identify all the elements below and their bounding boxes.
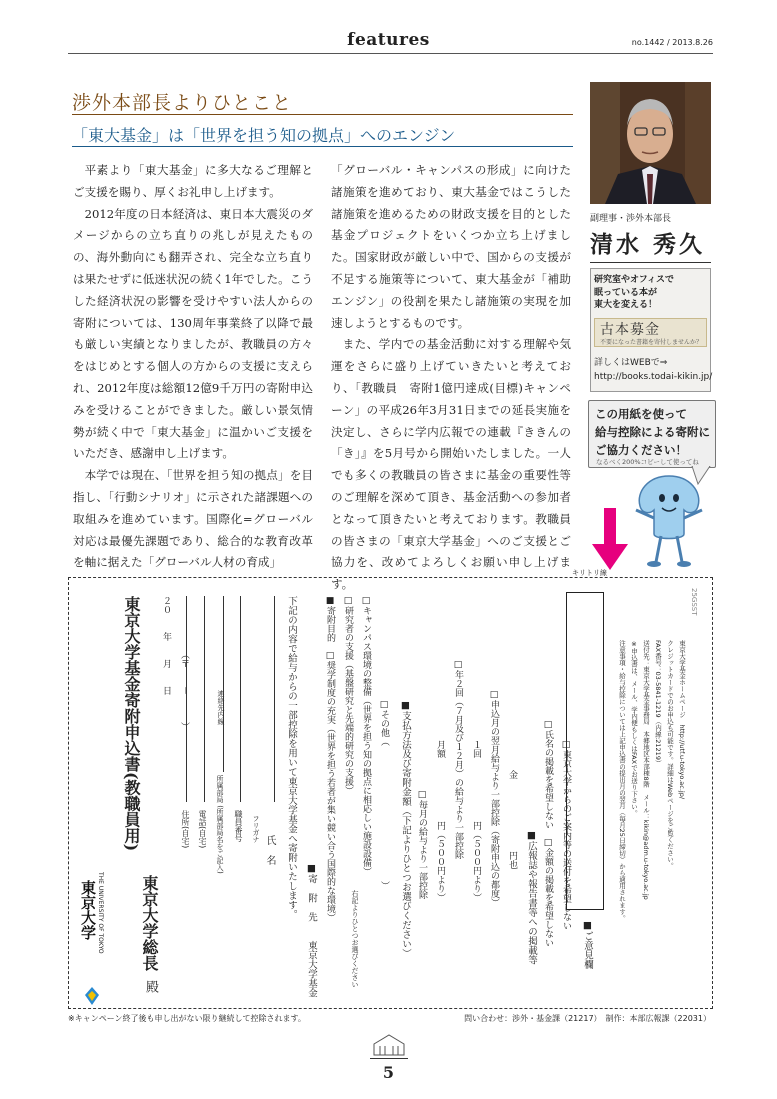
name-label: 氏 名 bbox=[264, 835, 275, 865]
building-icon bbox=[372, 1032, 406, 1056]
once-amount[interactable]: 金 円也 bbox=[507, 770, 517, 869]
form-intro: 下記の内容で給与からの一部控除を用いて東京大学基金へ寄附いたします。 bbox=[286, 596, 297, 919]
ad-banner-title: 古本募金 bbox=[600, 322, 660, 338]
purpose-option-1[interactable]: ■寄附目的 □奨学制度の充実（世界を担う若者が集い競い合う国際的な環境） bbox=[325, 596, 335, 922]
furigana-label: フリガナ bbox=[252, 815, 260, 843]
profile-caption: 副理事・渉外本部長 bbox=[590, 214, 672, 224]
address-label: 住所(自宅) bbox=[181, 810, 190, 849]
form-university-logo: 東京大学 bbox=[79, 880, 97, 940]
ad-url-link[interactable]: http://books.todai-kikin.jp/ bbox=[594, 372, 713, 382]
form-honorific: 殿 bbox=[143, 980, 158, 993]
note-line-6: 東京大学基金ホームページ http://utf.u-tokyo.ac.jp/ bbox=[678, 640, 686, 800]
issue-info: no.1442 / 2013.8.26 bbox=[631, 38, 713, 47]
report-options[interactable]: □氏名の掲載を希望しない □金額の掲載を希望しない bbox=[543, 720, 553, 947]
donation-destination: ■寄 附 先 東京大学基金 bbox=[306, 863, 317, 998]
staff-no-line[interactable] bbox=[240, 596, 241, 802]
report-label: ■広報誌や報告書等への掲載等 bbox=[526, 830, 537, 965]
note-line-4: FAX番号：03-5841-1219（内線:21219） bbox=[654, 640, 662, 767]
monthly-amount[interactable]: 月額 円（５００円より） bbox=[435, 740, 445, 902]
section-header: features bbox=[347, 30, 430, 50]
ad-banner-subtitle: 不要になった書籍を寄付しませんか？ bbox=[600, 339, 703, 346]
page-number: 5 bbox=[382, 1063, 395, 1082]
form-title: 東京大学基金寄附申込書(教職員用) bbox=[122, 596, 141, 852]
comment-label: ■ご意見欄 bbox=[582, 920, 593, 969]
ad-headline: 研究室やオフィスで 眠っている本が 東大を変える！ bbox=[594, 275, 675, 310]
note-line-3: 送付先：東京大学基金事務局 本郷地区本部棟8階 メール：kikin@adm.u-tokyo.ac.jp bbox=[642, 640, 650, 900]
address-line[interactable] bbox=[186, 596, 187, 802]
payment-method-label: ■支払方法及び寄附金額（下記よりひとつお選びください） bbox=[400, 700, 411, 958]
purpose-note: 右記よりひとつお選びください bbox=[351, 890, 359, 988]
bubble-message: この用紙を使って 給与控除による寄附に ご協力ください！ bbox=[595, 407, 710, 457]
form-bottom-note: ※キャンペーン終了後も申し出がない限り継続して控除されます。 bbox=[68, 1014, 306, 1023]
purpose-option-2[interactable]: □研究者の支援（基盤研究と先端的研究の支援） bbox=[343, 596, 353, 795]
twice-amount[interactable]: １回 円（５００円より） bbox=[471, 740, 481, 902]
paragraph: 平素より「東大基金」に多大なるご理解とご支援を賜り、厚くお礼申し上げます。 bbox=[73, 163, 313, 199]
portrait-photo bbox=[590, 82, 711, 204]
paragraph: 本学では現在、「世界を担う知の拠点」を目指し、「行動シナリオ」に示された諸課題への取組みを進めています。国際化=グローバル対応は最優先課題であり、総合的な教育改革を軸に据えた「グローバル人材の育成」 bbox=[73, 468, 313, 570]
arrow-down-icon bbox=[592, 508, 628, 572]
method-option-twice[interactable]: □年２回（７月及び１２月）の給与より一部控除 bbox=[453, 660, 463, 859]
section-title: 渉外本部長よりひとこと bbox=[72, 92, 293, 114]
profile-name: 清水 秀久 bbox=[590, 232, 706, 258]
purpose-option-3[interactable]: □キャンパス環境の整備（世界を担う知の拠点に相応しい施設設備） bbox=[361, 596, 371, 876]
mail-option[interactable]: □東京大学からのご案内等の送付を希望しない bbox=[561, 740, 571, 930]
tel-line[interactable] bbox=[204, 596, 205, 802]
article-column-1 bbox=[73, 160, 313, 574]
bubble-note: なるべく200%コピーして使ってね bbox=[596, 458, 699, 466]
subtitle-rule bbox=[72, 146, 573, 147]
article-subtitle: 「東大基金」は「世界を担う知の拠点」へのエンジン bbox=[72, 126, 456, 145]
cut-line-label: キリトリ線 bbox=[572, 569, 607, 577]
utokyo-logo-icon bbox=[79, 985, 105, 1007]
note-line-5: クレジットカードでのお申込も可能です。詳細はWebページをご覧ください。 bbox=[666, 640, 674, 869]
section-rule bbox=[72, 114, 573, 115]
form-university-en: THE UNIVERSITY OF TOKYO bbox=[97, 872, 104, 954]
mascot-icon bbox=[628, 470, 710, 570]
comment-box[interactable] bbox=[566, 592, 604, 910]
paragraph: 「グローバル・キャンパスの形成」に向けた諸施策を進めており、東大基金ではこうした諸施策を進めるための財政支援を目的とした基金プロジェクトをいくつか立ち上げました。国家財政が厳しい中で、国からの支援が不足する施策等について、東大基金が「補助エンジン」の役割を果たし諸施策の実現を加速しようとするものです。 bbox=[331, 163, 571, 330]
form-addressee: 東京大学総長 bbox=[140, 875, 159, 971]
name-line[interactable] bbox=[274, 596, 275, 802]
method-option-once[interactable]: □申込月の翌月給与より一部控除（寄附申込の都度） bbox=[489, 690, 499, 907]
ad-web-text: 詳しくはWEBで⇒ bbox=[594, 358, 668, 368]
method-option-monthly[interactable]: □毎月の給与より一部控除 bbox=[417, 790, 427, 899]
tel-label: 電話(自宅) bbox=[198, 810, 207, 849]
article-column-2 bbox=[331, 160, 571, 596]
dept-line[interactable] bbox=[223, 596, 224, 772]
form-postal[interactable]: （〒 － ） bbox=[179, 650, 189, 732]
contact-info: 問い合わせ：渉外・基金課（21217） 制作：本部広報課（22031） bbox=[464, 1014, 711, 1023]
form-date: ２０ 年 月 日 bbox=[161, 596, 171, 695]
header-rule bbox=[68, 53, 713, 54]
note-line-2: ※申込書は、メール、学内便もしくはFAXでお送り下さい。 bbox=[630, 640, 638, 817]
profile-rule bbox=[590, 262, 711, 263]
note-line-1: 注意事項・給与控除については上記申込書の提出月の翌月（毎月25日締切）から適用されます。 bbox=[618, 640, 626, 922]
purpose-option-other[interactable]: □その他（ ） bbox=[379, 700, 389, 890]
extension-label: 連絡先内線 bbox=[217, 690, 225, 725]
page-number-rule bbox=[370, 1058, 408, 1059]
form-code: 25GSST bbox=[690, 588, 698, 616]
dept-label: 所属部局 (所属部局名をご記入) bbox=[216, 775, 224, 874]
paragraph: 2012年度の日本経済は、東日本大震災のダメージからの立ち直りの兆しが見えたものの、海外動向にも翻弄され、完全な立ち直りは果たせずに低迷状況の続く1年でした。こうした経済状況の影響を受けやすい法人からの寄附については、130周年事業終了以降で最も厳しい実績となりましたが、教職員の方々をはじめとする個人の方からの支援に支えられ、2012年度は総額12億9千万円の寄附申込みを受けることができました。厳しい景気情勢が続く中で「東大基金」に温かいご支援をいただき、感謝申し上げます。 bbox=[73, 206, 313, 461]
staff-no-label: 職員番号 bbox=[234, 810, 243, 842]
paragraph: また、学内での基金活動に対する理解や気運をさらに盛り上げていきたいと考えており、「教職員 寄附1億円達成(目標)キャンペーン」の平成26年3月31日までの延長実施を決定し、さらに学内広報での連載『ききんの「き」』を5月号から開始いたしました。一人でも多くの教職員の皆さまに基金の重要性等のご理解を深めて頂き、基金活動への参加者となって頂きたいと考えております。教職員の皆さまの「東京大学基金」へのご支援とご協力を、改めてよろしくお願い申し上げます。 bbox=[331, 337, 571, 592]
